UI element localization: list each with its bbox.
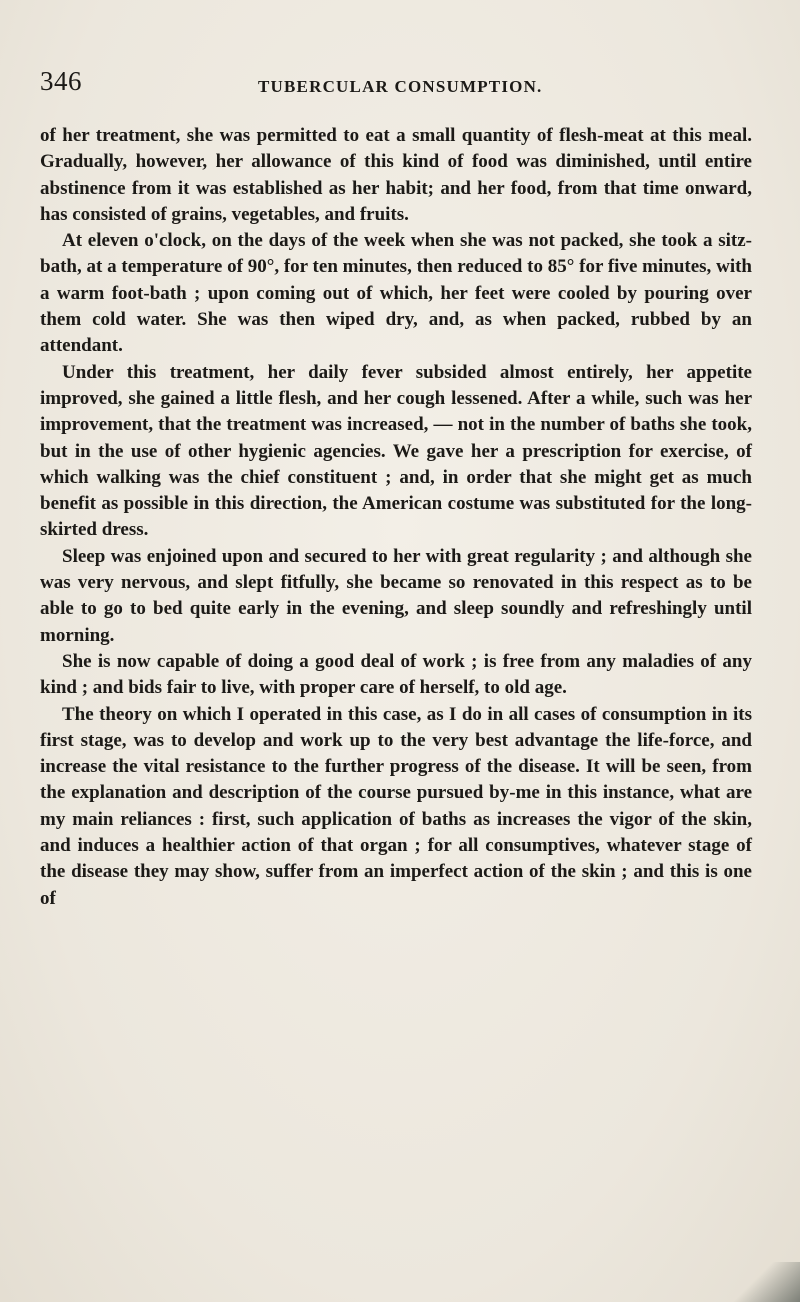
paragraph-treatment-results: Under this treatment, her daily fever subsided almost entirely, her appetite improved, she gained a little flesh, and her cough lessened. After a while, such was her improvement, that the treatment was increased, — not in the number of baths she took, but in the use of other hygienic agencies. We gave her a prescription for exercise, of which walking was the chief constituent ; and, in order that she might get as much benefit as possible in this direction, the American costume was substituted for the long-skirted dress. <box>40 361 752 541</box>
paragraph-theory: The theory on which I operated in this case, as I do in all cases of consumption in its first stage, was to develop and work up to the very best advantage the life-force, and increase the vital resistance to the further progress of the disease. It will be seen, from the explanation and description of the course pursued by-me in this instance, what are my main reliances : first, such application of baths as increases the vigor of the skin, and induces a healthier action of that organ ; for all consumptives, whatever stage of the disease they may show, suffer from an imperfect action of the skin ; and this is one of <box>40 703 752 909</box>
paragraph-sleep: Sleep was enjoined upon and secured to her with great regularity ; and although she was very nervous, and slept fitfully, she became so renovated in this respect as to be able to go to bed quite early in the evening, and sleep soundly and refreshingly until morning. <box>40 545 752 646</box>
page-edge-shadow <box>690 1262 800 1302</box>
running-title: TUBERCULAR CONSUMPTION. <box>258 77 543 96</box>
paragraph-continuation: of her treatment, she was permitted to eat a small quantity of flesh-meat at this meal. Gradually, however, her allowance of this kind of food was diminished, until entire abstinence from it was established as her habit; and her food, from that time onward, has consisted of grains, vegetables, and fruits. <box>40 125 752 225</box>
page-number: 346 <box>40 66 82 96</box>
paragraph-current-state: She is now capable of doing a good deal of work ; is free from any maladies of any kind ; and bids fair to live, with proper care of herself, to old age. <box>40 650 752 699</box>
body-text <box>40 123 752 912</box>
running-head <box>0 66 800 112</box>
paragraph-sitz-bath: At eleven o'clock, on the days of the week when she was not packed, she took a sitz-bath, at a temperature of 90°, for ten minutes, then reduced to 85° for five minutes, with a warm foot-bath ; upon coming out of which, her feet were cooled by pouring over them cold water. She was then wiped dry, and, as when packed, rubbed by an attendant. <box>40 230 752 357</box>
